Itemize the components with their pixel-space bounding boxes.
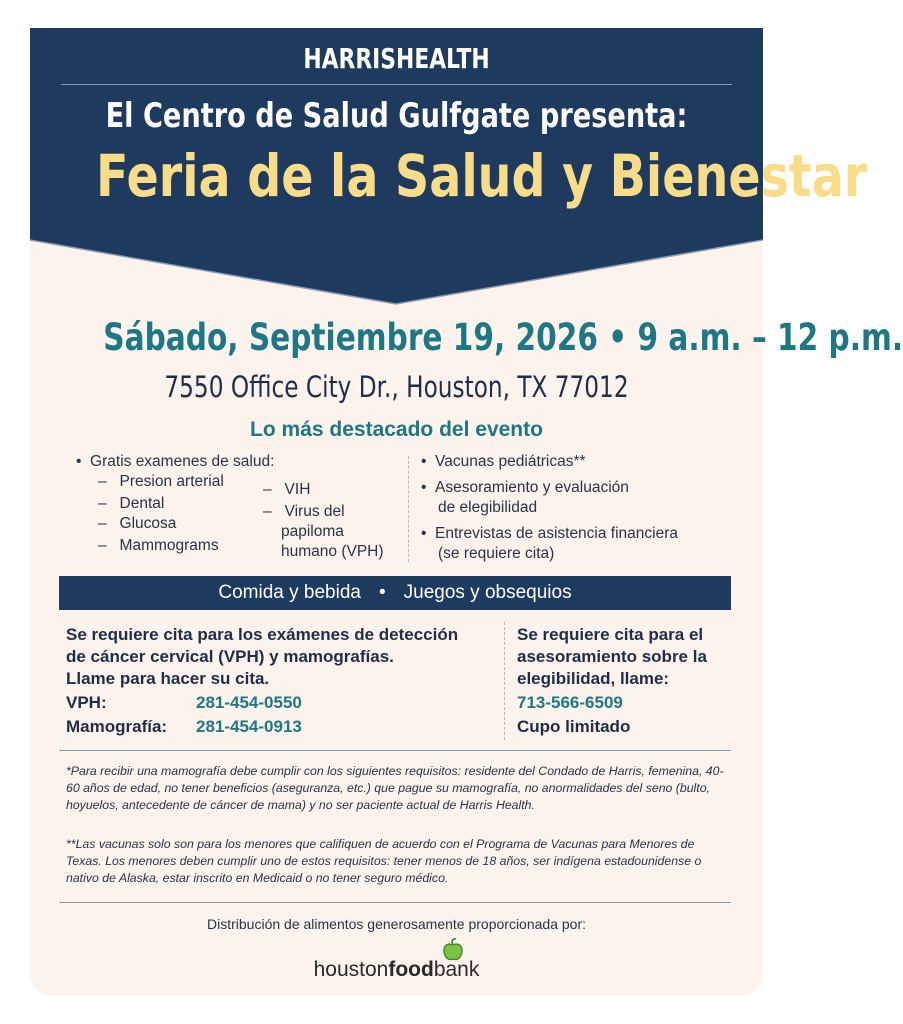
list-item: (se requiere cita) [438, 545, 555, 562]
footnote-rule-top [59, 750, 731, 751]
services-list [421, 452, 751, 572]
appointment-divider [504, 622, 505, 740]
screening-appointment-info [66, 624, 506, 738]
mammo-phone[interactable]: 281-454-0913 [196, 717, 302, 736]
harris-health-logo: HARRISHEALTH [303, 42, 490, 75]
list-item: papiloma [281, 523, 344, 540]
vph-label: VPH: [66, 693, 107, 712]
list-item: • Vacunas pediátricas** [421, 453, 586, 470]
appt-line: Llame para hacer su cita. [66, 669, 270, 688]
eligibility-phone[interactable]: 713-566-6509 [517, 693, 623, 712]
list-item: – Presion arterial [98, 473, 224, 490]
appt-line: de cáncer cervical (VPH) y mamografías. [66, 647, 394, 666]
event-address: 7550 Office City Dr., Houston, TX 77012 [164, 370, 629, 404]
limited-spots-note: Cupo limitado [517, 717, 631, 736]
highlights-divider [408, 456, 409, 562]
screenings-list [76, 452, 416, 572]
mammogram-footnote: *Para recibir una mamografía debe cumplir con los siguientes requisitos: residente del Condado de Harris, femenina, 40-60 años de edad, no tener beneficios (aseguranza, etc.) que pague su mamografía, no anormalidades del seno (bulto, hoyuelos, antecedente de cáncer de mama) y no ser paciente actual de Harris Health. [66, 764, 724, 812]
list-item: – Virus del [263, 503, 345, 520]
vph-phone[interactable]: 281-454-0550 [196, 693, 302, 712]
amenity-separator: • [378, 582, 386, 603]
appt-line: asesoramiento sobre la [517, 647, 707, 666]
list-item: – Dental [98, 495, 165, 512]
eligibility-appointment-info [517, 624, 747, 738]
list-item: – Glucosa [98, 515, 177, 532]
highlights-title: Lo más destacado del evento [250, 418, 543, 441]
mammo-label: Mamografía: [66, 717, 168, 736]
event-title: Feria de la Salud y Bienestar [95, 142, 868, 210]
flyer-card [30, 28, 903, 996]
appt-line: Se requiere cita para los exámenes de detección [66, 625, 459, 644]
header-rule [61, 84, 732, 85]
list-item: • Gratis examenes de salud: [76, 453, 275, 470]
sponsor-text: Distribución de alimentos generosamente proporcionada por: [207, 916, 586, 932]
amenity-food: Comida y bebida [218, 582, 361, 603]
presenter-line: El Centro de Salud Gulfgate presenta: [105, 96, 688, 136]
appt-line: elegibilidad, llame: [517, 669, 670, 688]
list-item: – Mammograms [98, 537, 219, 554]
appt-line: Se requiere cita para el [517, 625, 704, 644]
list-item: • Asesoramiento y evaluación [421, 479, 629, 496]
houston-food-bank-logo: houstonfoodbank [313, 958, 480, 981]
event-datetime: Sábado, Septiembre 19, 2026 • 9 a.m. – 12 p.m. [103, 316, 903, 359]
list-item: • Entrevistas de asistencia financiera [421, 525, 679, 542]
footnote-rule-bottom [59, 902, 731, 903]
vaccine-footnote: **Las vacunas solo son para los menores que califiquen de acuerdo con el Programa de Vacunas para Menores de Texas. Los menores deben cumplir uno de estos requisitos: tener menos de 18 años, ser indígena estadounidense o nativo de Alaska, estar inscrito en Medicaid o no tener seguro médico. [66, 837, 702, 885]
list-item: humano (VPH) [281, 543, 384, 560]
list-item: de elegibilidad [438, 499, 538, 516]
list-item: – VIH [263, 481, 311, 498]
amenity-games: Juegos y obsequios [403, 582, 572, 603]
amenities-bar [59, 576, 731, 610]
